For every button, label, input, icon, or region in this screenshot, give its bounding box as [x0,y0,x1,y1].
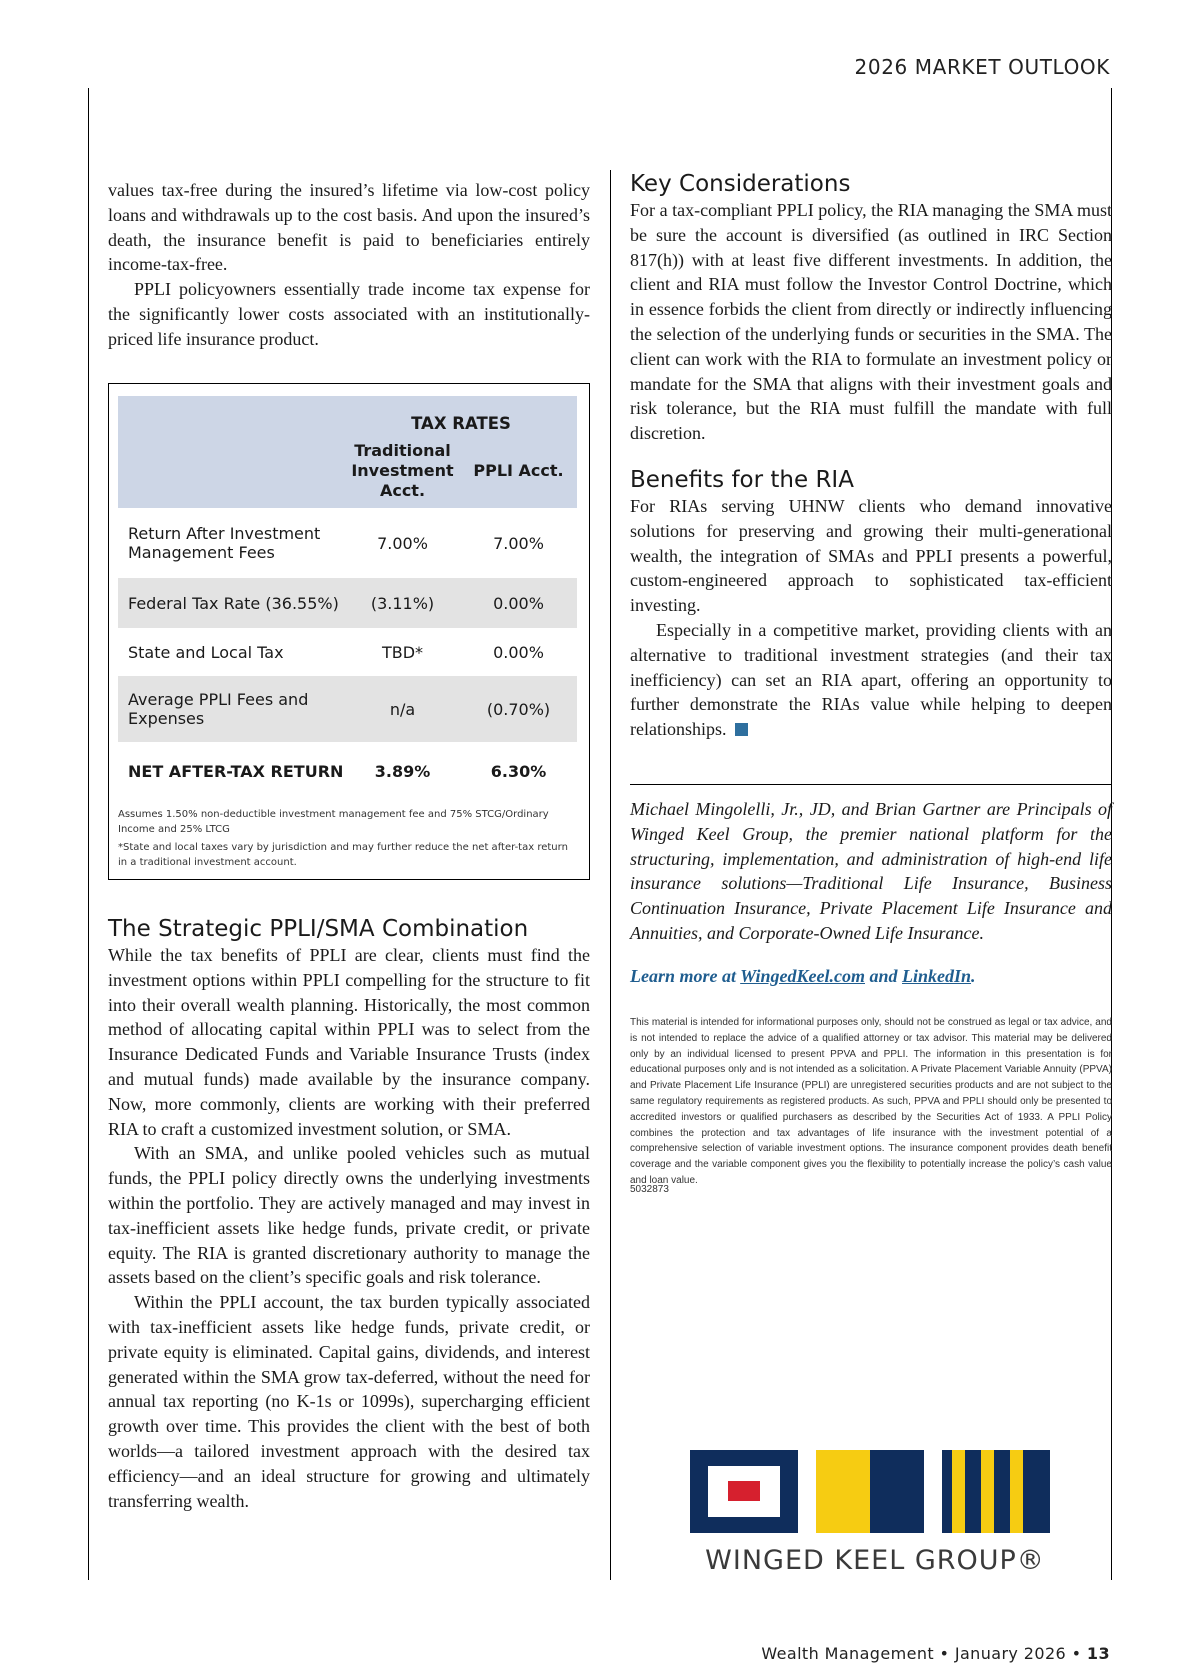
tax-table-title: TAX RATES [345,396,577,433]
left-column-rule [88,88,89,1580]
winged-keel-wordmark: WINGED KEEL GROUP® [705,1545,1045,1576]
traditional-value: n/a [345,676,460,742]
row-label: Federal Tax Rate (36.55%) [118,578,345,628]
flag-navy-white-red-icon [690,1450,798,1533]
table-row [118,578,577,628]
table-footnote: Assumes 1.50% non-deductible investment management fee and 75% STCG/Ordinary Income and 25% LTCG [118,809,549,835]
page-header-title: 2026 MARKET OUTLOOK [854,55,1110,79]
flag-striped-icon [942,1450,1050,1533]
ppli-value: (0.70%) [460,676,577,742]
learn-more-prefix: Learn more at [630,966,741,986]
ppli-value: 0.00% [493,642,544,662]
key-considerations-paragraph: For a tax-compliant PPLI policy, the RIA managing the SMA must be sure the account is diversified (as outlined in IRC Section 817(h)) with at least five different investments. In addition, the client and RIA must follow the Investor Control Doctrine, which in essence forbids the client from directly or indirectly influencing the selection of the underlying funds or securities in the SMA. The client can work with the RIA to formulate an investment policy or mandate for the SMA that aligns with their investment goals and risk tolerance, but the RIA must fulfill the mandate with full discretion. [630,200,1112,444]
legal-disclaimer: This material is intended for informational purposes only, should not be construed as legal or tax advice, and is not intended to replace the advice of a qualified attorney or tax advisor. This material may be delivered only by an individual licensed to present PPVA and PPLI. The information in this presentation is for educational purposes only and is not intended as a solicitation. A Private Placement Variable Annuity (PPVA) and Private Placement Life Insurance (PPLI) are unregistered securities products and are not subject to the same regulatory requirements as registered products. As such, PPVA and PPLI should only be presented to accredited investors or qualified purchasers as described by the Securities Act of 1933. A PPLI Policy combines the protection and tax advantages of life insurance with the investment potential of a comprehensive selection of variable investment options. The insurance component provides death benefit coverage and the variable component gives you the flexibility to potentially increase the policy’s cash value and loan value. [630,1017,1112,1186]
learn-more-middle: and [865,966,903,986]
row-label: Return After Investment Management Fees [128,524,321,562]
benefits-paragraph-2-text: Especially in a competitive market, providing clients with an alternative to traditional investment strategies (and their tax inefficiency) can set an RIA apart, offering an opportunity to further demonstrate the RIAs value while helping to deepen relationships. [630,619,1112,740]
key-considerations-heading: Key Considerations [630,171,851,197]
table-row [118,628,577,676]
traditional-value: TBD* [381,642,424,662]
tax-rates-box [108,383,590,880]
linkedin-link[interactable]: LinkedIn [902,966,972,986]
ppli-value: 0.00% [460,578,577,628]
strategic-paragraph-1: While the tax benefits of PPLI are clear, clients must find the investment options within PPLI compelling for the structure to fit into their overall wealth planning. Historically, the most common method of allocating capital within PPLI was to select from the Insurance Dedicated Funds and Variable Insurance Trusts (index and mutual funds) made available by the insurance company. Now, more commonly, clients are working with their preferred RIA to craft a customized investment solution, or SMA. [108,945,590,1139]
document-code: 5032873 [630,1184,669,1195]
benefits-paragraph-2 [630,618,1112,742]
wingedkeel-link[interactable]: WingedKeel.com [740,966,865,986]
intro-text [108,178,590,352]
strategic-paragraph-3: Within the PPLI account, the tax burden typically associated with tax-inefficient assets like hedge funds, private credit, or private equity is eliminated. Capital gains, dividends, and interest generated within the SMA grow tax-deferred, without the need for annual tax reporting (no K-1s or 1099s), supercharging efficient growth over time. This provides the client with the best of both worlds—a tailored investment approach with the desired tax efficiency—and an ideal structure for growing and ultimately transferring wealth. [108,1292,590,1511]
table-row-total [118,742,577,800]
end-of-article-square-icon [735,723,748,736]
row-label: NET AFTER-TAX RETURN [128,761,344,781]
traditional-value: 3.89% [374,761,431,781]
learn-more-suffix: . [971,966,976,986]
benefits-paragraph-1: For RIAs serving UHNW clients who demand innovative solutions for preserving and growing their multi-generational wealth, the integration of SMAs and PPLI presents a powerful, custom-engineered approach to sophisticated tax-efficient investing. [630,495,1112,616]
column-header-ppli: PPLI Acct. [460,433,577,508]
flag-yellow-navy-icon [816,1450,924,1533]
strategic-section [108,915,590,1513]
page-number: 13 [1086,1644,1110,1663]
tax-rates-table [118,396,577,800]
strategic-paragraph-2: With an SMA, and unlike pooled vehicles such as mutual funds, the PPLI policy directly owns the underlying investments within the portfolio. They are actively managed and may invest in tax-inefficient assets like hedge funds, private credit, or private equity. The RIA is granted discretionary authority to manage the assets based on the client’s specific goals and risk tolerance. [108,1143,590,1288]
right-column [630,170,1112,742]
row-label: Average PPLI Fees and Expenses [118,676,345,742]
intro-paragraph-2: PPLI policyowners essentially trade income tax expense for the significantly lower costs associated with an institutionally-priced life insurance product. [108,279,590,349]
strategic-heading: The Strategic PPLI/SMA Combination [108,916,529,942]
intro-paragraph-1: values tax-free during the insured’s lifetime via low-cost policy loans and withdrawals up to the cost basis. And upon the insured’s death, the insurance benefit is paid to beneficiaries entirely income-tax-free. [108,180,590,275]
column-header-traditional: Traditional Investment Acct. [345,433,460,508]
benefits-heading: Benefits for the RIA [630,466,854,493]
page-footer [761,1644,1110,1663]
table-row [118,676,577,742]
row-label: State and Local Tax [128,642,284,662]
center-column-rule [610,170,611,1580]
traditional-value: (3.11%) [345,578,460,628]
author-bio: Michael Mingolelli, Jr., JD, and Brian Gartner are Principals of Winged Keel Group, the premier national platform for the structuring, implementation, and administration of high-end life insurance solutions—Traditional Life Insurance, Business Continuation Insurance, Private Placement Life Insurance and Annuities, and Corporate-Owned Life Insurance. [630,799,1112,943]
table-footnote-state: *State and local taxes vary by jurisdiction and may further reduce the net after-tax return in a traditional investment account. [118,842,568,868]
traditional-value: 7.00% [377,533,428,553]
ppli-value: 6.30% [490,761,547,781]
footer-text: Wealth Management • January 2026 • [761,1644,1087,1663]
ppli-value: 7.00% [493,533,544,553]
learn-more-line [630,966,1112,987]
table-row [118,508,577,578]
author-divider [630,784,1112,785]
